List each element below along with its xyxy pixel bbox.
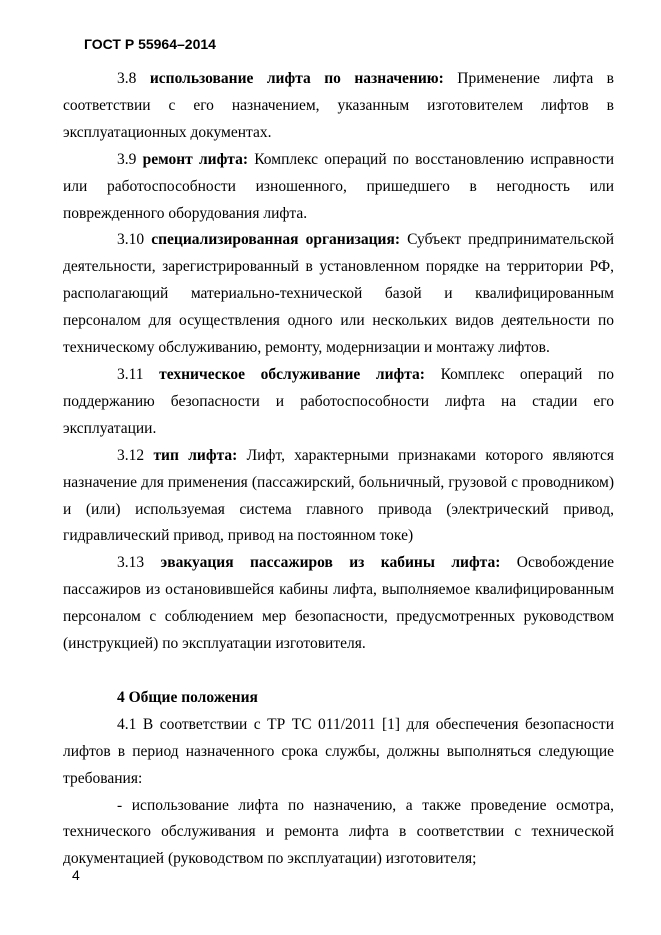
definition-term: тип лифта: (153, 446, 238, 464)
list-item: - использование лифта по назначению, а также проведение осмотра, технического обслуживания и ремонта лифта в соответствии с технической документацией (руководством по эксплуатации) изготовителя; (63, 796, 614, 868)
definition-term: эвакуация пассажиров из кабины лифта: (160, 554, 501, 572)
definition-term: использование лифта по назначению: (149, 70, 444, 87)
definition-text: Комплекс операций по поддержанию безопасности и работоспособности лифта на стадии его эксплуатации. (63, 365, 615, 437)
document-header: ГОСТ Р 55964–2014 (84, 36, 216, 52)
definition-3-8 (63, 66, 614, 147)
section-heading: 4 Общие положения (117, 688, 258, 706)
definition-3-12 (63, 443, 614, 551)
page-number: 4 (72, 867, 80, 883)
definition-3-11 (63, 362, 614, 443)
definition-number: 3.13 (117, 554, 145, 572)
definition-number: 3.11 (117, 365, 144, 383)
definition-term: ремонт лифта: (142, 150, 249, 168)
definition-3-13 (63, 550, 614, 658)
definition-number: 3.8 (117, 70, 137, 87)
definition-term: техническое обслуживание лифта: (159, 365, 425, 383)
definition-text: Лифт, характерными признаками которого являются назначение для применения (пассажирский, больничный, грузовой с проводником) и (или) используемая система главного привода (электрический привод, гидравлический привод, привод на постоянном токе) (63, 446, 614, 545)
paragraph-4-1: 4.1 В соответствии с ТР ТС 011/2011 [1] для обеспечения безопасности лифтов в период назначенного срока службы, должны выполняться следующие требования: (63, 715, 614, 787)
definition-3-10 (63, 227, 614, 362)
definition-term: специализированная организация: (151, 231, 401, 249)
definition-text: Комплекс операций по восстановлению исправности или работоспособности изношенного, пришедшего в негодность или поврежденного оборудования лифта. (63, 150, 615, 222)
definition-text: Субъект предпринимательской деятельности, зарегистрированный в установленном порядке на территории РФ, располагающий материально-технической базой и квалифицированным персоналом для осуществления одного или нескольких видов деятельности по техническому обслуживанию, ремонту, модернизации и монтажу лифтов. (63, 231, 615, 357)
document-body (63, 66, 614, 873)
definition-number: 3.9 (117, 150, 137, 168)
definition-text: Освобождение пассажиров из остановившейся кабины лифта, выполняемое квалифицированным персоналом с соблюдением мер безопасности, предусмотренных руководством (инструкцией) по эксплуатации изготовителя. (63, 554, 615, 653)
definition-text: Применение лифта в соответствии с его назначением, указанным изготовителем лифтов в эксплуатационных документах. (63, 70, 615, 141)
definition-number: 3.12 (117, 446, 145, 464)
definition-3-9 (63, 147, 614, 228)
definition-number: 3.10 (117, 231, 145, 249)
